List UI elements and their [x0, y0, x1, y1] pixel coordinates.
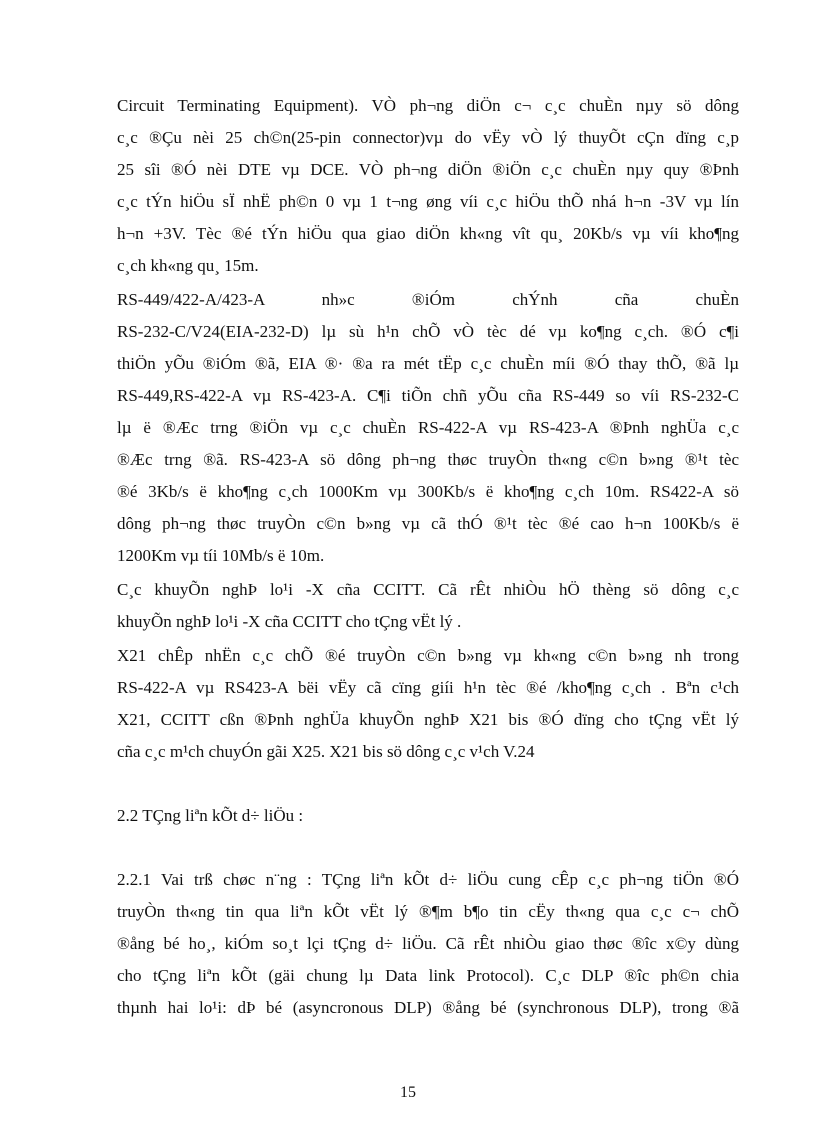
text-line-18: X21 chÊp nhËn c¸c chÕ ®é truyÒn c©n b»ng vµ kh«ng c©n b»ng nh trong: [117, 646, 739, 665]
text-line-24: truyÒn th«ng tin qua liªn kÕt vËt lý ®¶m b¶o tin cËy th«ng qua c¸c c¬ chÕ: [117, 902, 739, 921]
text-line-25: ®ång bé ho¸, kiÓm so¸t lçi tÇng d÷ liÖu. Cã rÊt nhiÒu giao thøc ®îc x©y dùng: [117, 934, 739, 953]
text-line-10: RS-449,RS-422-A vµ RS-423-A. C¶i tiÕn chñ yÕu cña RS-449 so víi RS-232-C: [117, 386, 739, 405]
section-heading-2-2: 2.2 TÇng liªn kÕt d÷ liÖu :: [117, 806, 304, 825]
text-line-5: h¬n +3V. Tèc ®é tÝn hiÖu qua giao diÖn kh«ng vît qu¸ 20Kb/s vµ víi kho¶ng: [117, 224, 739, 243]
text-line-9: thiÖn yÕu ®iÓm ®ã, EIA ®· ®a ra mét tËp c¸c chuÈn míi ®Ó thay thÕ, ®ã lµ: [117, 354, 739, 373]
text-line-2: c¸c ®Çu nèi 25 ch©n(25-pin connector)vµ do vËy vÒ lý thuyÕt cÇn dïng c¸p: [117, 128, 739, 147]
text-line-21: cña c¸c m¹ch chuyÓn gãi X25. X21 bis sö dông c¸c v¹ch V.24: [117, 742, 535, 761]
text-line-14: dông ph¬ng thøc truyÒn c©n b»ng vµ cã thÓ ®¹t tèc ®é cao h¬n 100Kb/s ë: [117, 514, 739, 533]
text-line-1: Circuit Terminating Equipment). VÒ ph¬ng diÖn c¬ c¸c chuÈn nµy sö dông: [117, 96, 739, 115]
text-line-27: thµnh hai lo¹i: dÞ bé (asyncronous DLP) ®ång bé (synchronous DLP), trong ®ã: [117, 998, 739, 1017]
page-number: 15: [400, 1084, 416, 1101]
text-line-20: X21, CCITT cßn ®Þnh nghÜa khuyÕn nghÞ X21 bis ®Ó dïng cho tÇng vËt lý: [117, 710, 739, 729]
text-line-15: 1200Km vµ tíi 10Mb/s ë 10m.: [117, 546, 325, 565]
text-line-7: RS-449/422-A/423-A nh»c ®iÓm chÝnh cña chuÈn: [117, 290, 739, 309]
text-line-12: ®Æc trng ®ã. RS-423-A sö dông ph¬ng thøc truyÒn th«ng c©n b»ng ®¹t tèc: [117, 450, 739, 469]
text-line-13: ®é 3Kb/s ë kho¶ng c¸ch 1000Km vµ 300Kb/s ë kho¶ng c¸ch 10m. RS422-A sö: [117, 482, 739, 501]
text-line-4: c¸c tÝn hiÖu sÏ nhË ph©n 0 vµ 1 t¬ng øng víi c¸c hiÖu thÕ nhá h¬n -3V vµ lín: [117, 192, 739, 211]
text-line-19: RS-422-A vµ RS423-A bëi vËy cã cïng giíi h¹n tèc ®é /kho¶ng c¸ch . Bªn c¹ch: [117, 678, 739, 697]
text-line-17: khuyÕn nghÞ lo¹i -X cña CCITT cho tÇng vËt lý .: [117, 612, 462, 631]
text-line-26: cho tÇng liªn kÕt (gäi chung lµ Data link Protocol). C¸c DLP ®îc ph©n chia: [117, 966, 739, 985]
text-line-6: c¸ch kh«ng qu¸ 15m.: [117, 256, 259, 275]
text-line-11: lµ ë ®Æc trng ®iÖn vµ c¸c chuÈn RS-422-A vµ RS-423-A ®Þnh nghÜa c¸c: [117, 418, 739, 437]
text-line-3: 25 sîi ®Ó nèi DTE vµ DCE. VÒ ph¬ng diÖn ®iÖn c¸c chuÈn nµy quy ®Þnh: [117, 160, 739, 179]
text-line-16: C¸c khuyÕn nghÞ lo¹i -X cña CCITT. Cã rÊt nhiÒu hÖ thèng sö dông c¸c: [117, 580, 739, 599]
text-line-8: RS-232-C/V24(EIA-232-D) lµ sù h¹n chÕ vÒ tèc dé vµ ko¶ng c¸ch. ®Ó c¶i: [117, 322, 739, 341]
text-line-23: 2.2.1 Vai trß chøc n¨ng : TÇng liªn kÕt d÷ liÖu cung cÊp c¸c ph¬ng tiÖn ®Ó: [117, 870, 739, 889]
